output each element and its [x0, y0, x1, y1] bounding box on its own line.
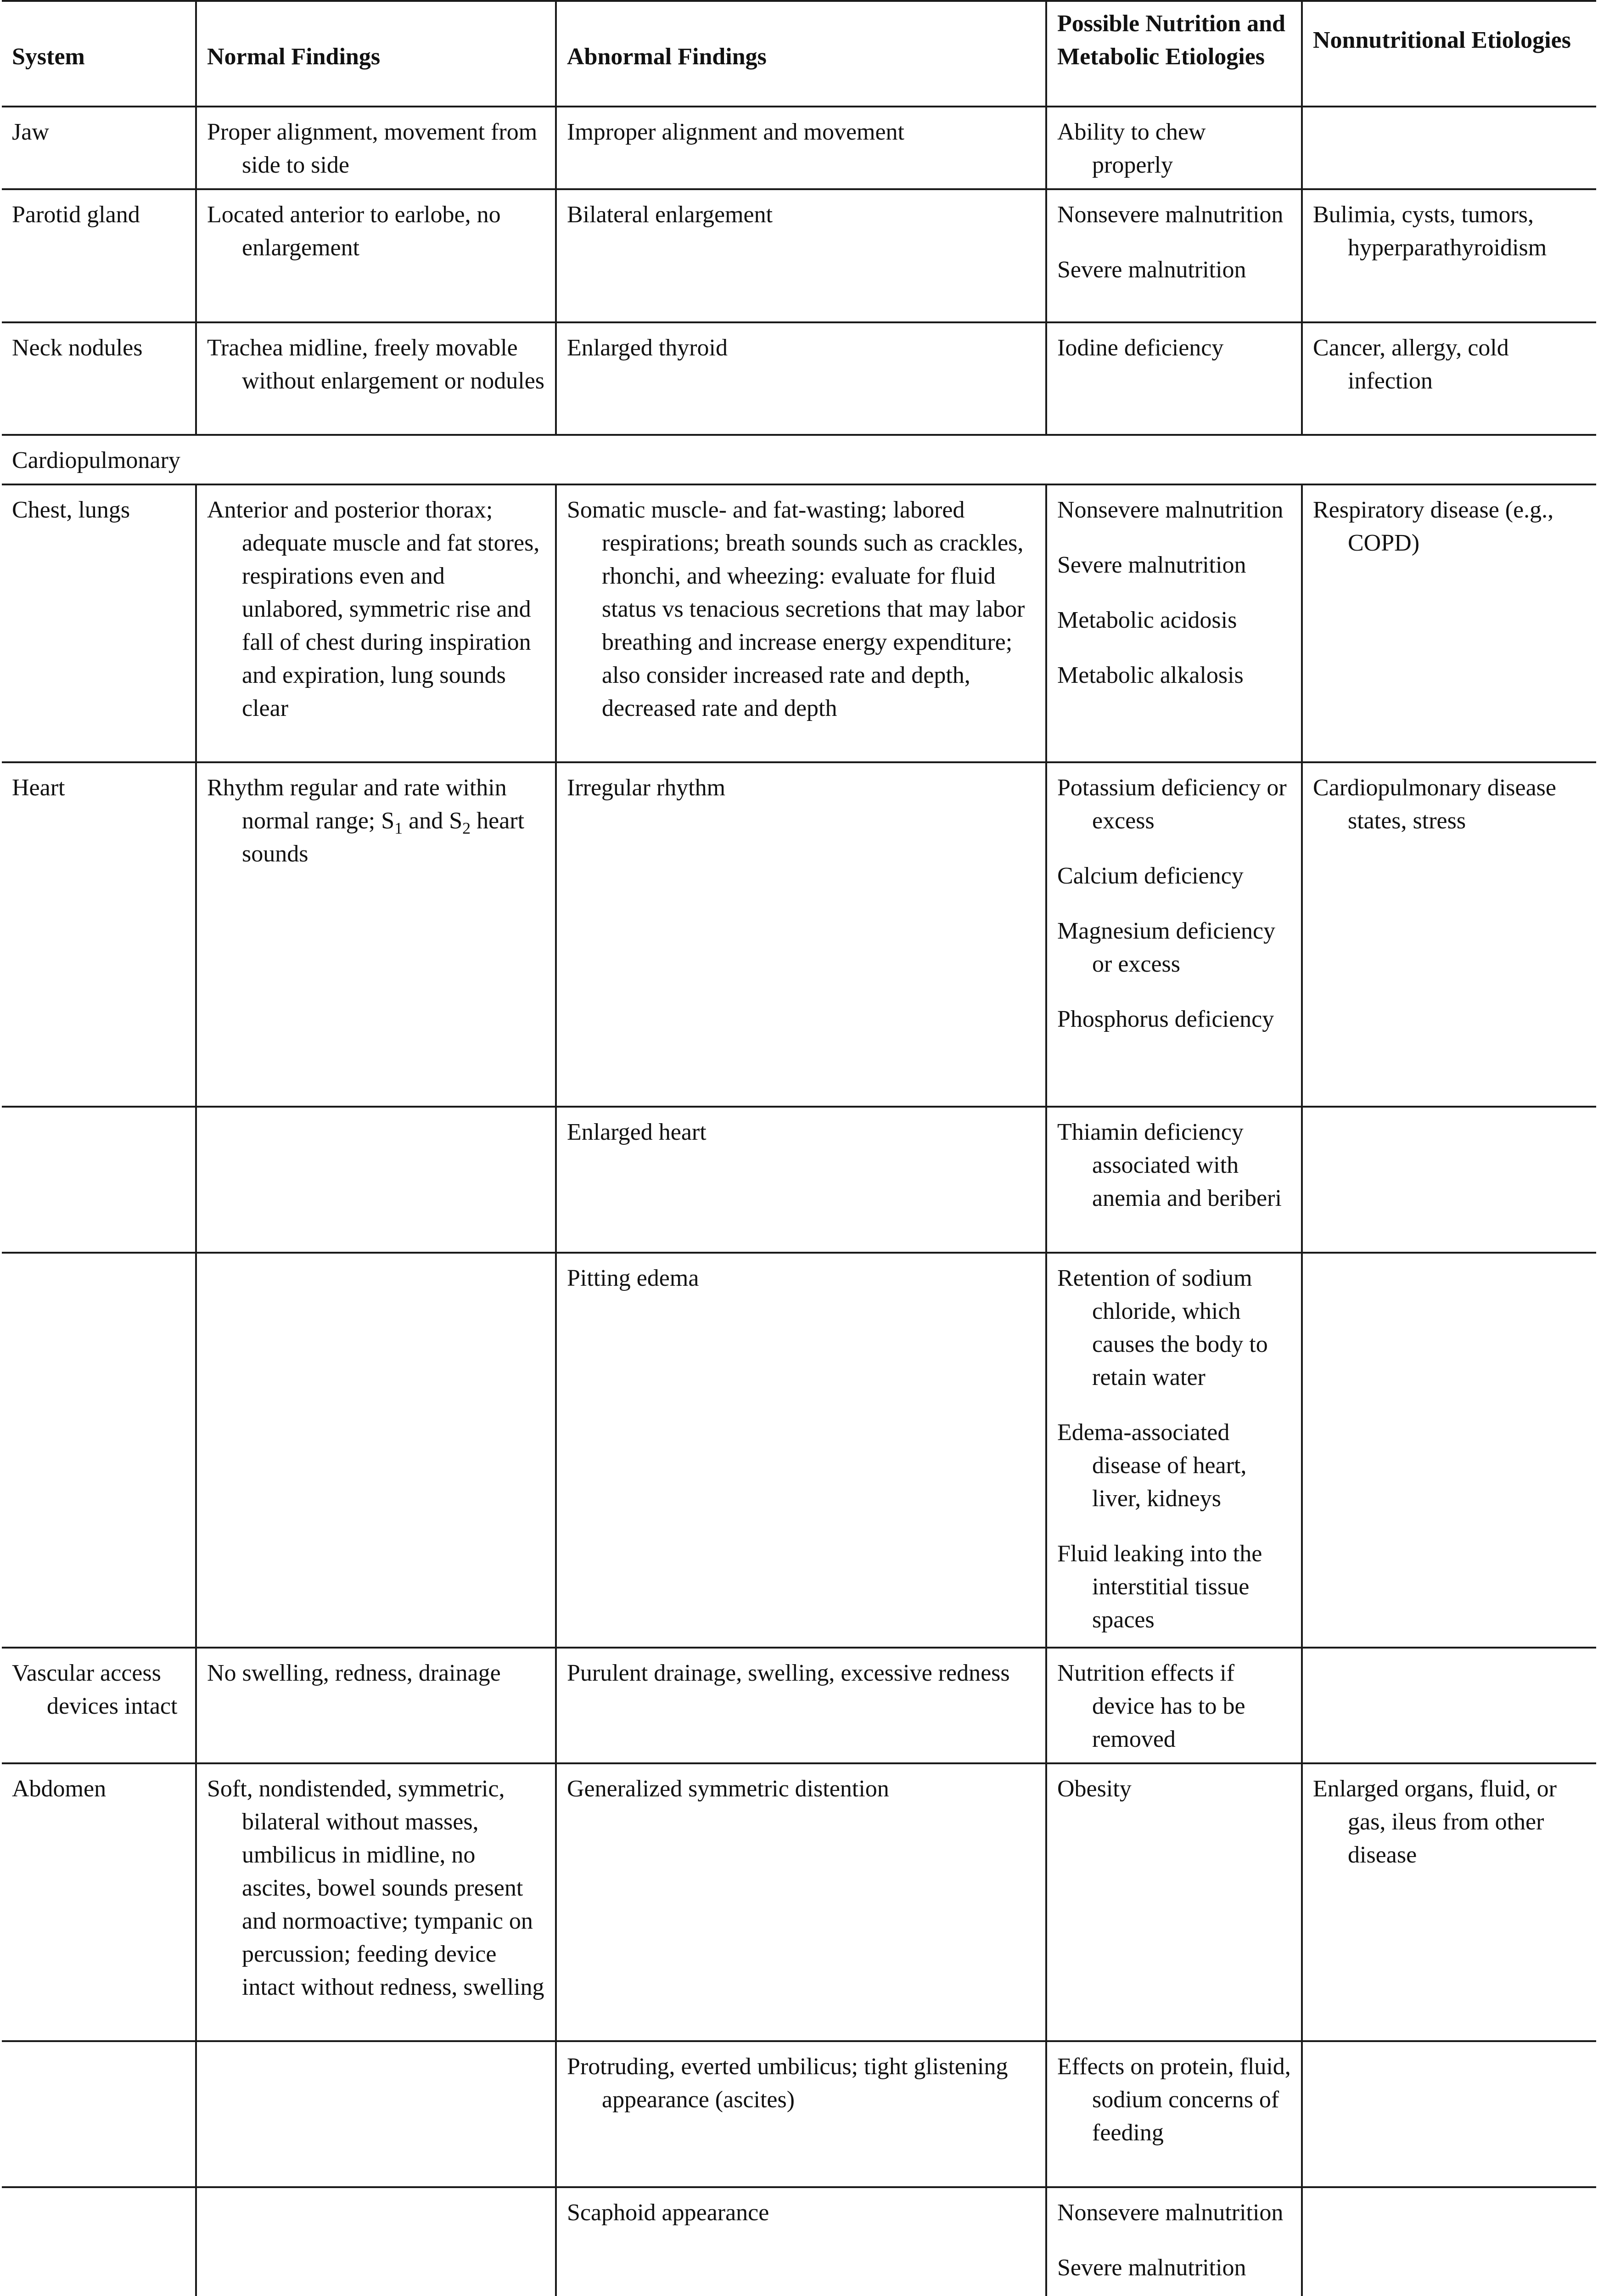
- cell-nutrition: Thiamin deficiency associated with anemia and beriberi: [1046, 1107, 1302, 1253]
- cell-nonnutrition: [1302, 1648, 1596, 1763]
- document-page: [2, 0, 1597, 2296]
- table-row: [2, 322, 1596, 435]
- cell-nonnutrition: [1302, 1253, 1596, 1648]
- table-row: [2, 2041, 1596, 2187]
- cell-normal: [196, 2041, 556, 2187]
- cell-nutrition: Nonsevere malnutrition Severe malnutrition Metabolic acidosis Metabolic alkalosis: [1046, 484, 1302, 762]
- cell-normal: Proper alignment, movement from side to side: [196, 107, 556, 189]
- cell-system: [2, 2041, 196, 2187]
- cell-normal: Soft, nondistended, symmetric, bilateral without masses, umbilicus in midline, no ascites, bowel sounds present and normoactive; tympanic on percussion; feeding device intact without redness, swelling: [196, 1763, 556, 2041]
- findings-table: [2, 0, 1596, 2296]
- table-row: [2, 1253, 1596, 1648]
- header-system: System: [2, 1, 196, 107]
- cell-system: Parotid gland: [2, 189, 196, 322]
- cell-system: Chest, lungs: [2, 484, 196, 762]
- cell-system: Vascular access devices intact: [2, 1648, 196, 1763]
- header-normal: Normal Findings: [196, 1, 556, 107]
- cell-abnormal: Pitting edema: [556, 1253, 1046, 1648]
- cell-abnormal: Protruding, everted umbilicus; tight glistening appearance (ascites): [556, 2041, 1046, 2187]
- table-row: [2, 107, 1596, 189]
- cell-system: Abdomen: [2, 1763, 196, 2041]
- cell-nonnutrition: [1302, 107, 1596, 189]
- cell-nutrition: Effects on protein, fluid, sodium concerns of feeding: [1046, 2041, 1302, 2187]
- cell-nonnutrition: [1302, 2187, 1596, 2296]
- cell-nutrition: Nutrition effects if device has to be removed: [1046, 1648, 1302, 1763]
- cell-nonnutrition: Cancer, allergy, cold infection: [1302, 322, 1596, 435]
- cell-nutrition: Potassium deficiency or excess Calcium deficiency Magnesium deficiency or excess Phosphorus deficiency: [1046, 762, 1302, 1107]
- cell-normal: Anterior and posterior thorax; adequate muscle and fat stores, respirations even and unlabored, symmetric rise and fall of chest during inspiration and expiration, lung sounds clear: [196, 484, 556, 762]
- header-nutrition: Possible Nutrition and Metabolic Etiologies: [1046, 1, 1302, 107]
- cell-system: [2, 1253, 196, 1648]
- table-row: [2, 762, 1596, 1107]
- cell-normal: [196, 1253, 556, 1648]
- section-row: [2, 435, 1596, 484]
- cell-abnormal: Purulent drainage, swelling, excessive redness: [556, 1648, 1046, 1763]
- cell-system: [2, 1107, 196, 1253]
- table-row: [2, 1107, 1596, 1253]
- cell-normal: [196, 1107, 556, 1253]
- cell-nonnutrition: Respiratory disease (e.g., COPD): [1302, 484, 1596, 762]
- table-row: [2, 189, 1596, 322]
- cell-nutrition: Iodine deficiency: [1046, 322, 1302, 435]
- cell-system: Neck nodules: [2, 322, 196, 435]
- cell-abnormal: Irregular rhythm: [556, 762, 1046, 1107]
- header-abnormal: Abnormal Findings: [556, 1, 1046, 107]
- cell-system: [2, 2187, 196, 2296]
- cell-system: Heart: [2, 762, 196, 1107]
- table-row: [2, 484, 1596, 762]
- cell-abnormal: Generalized symmetric distention: [556, 1763, 1046, 2041]
- table-row: [2, 1648, 1596, 1763]
- table-header-row: [2, 1, 1596, 107]
- cell-abnormal: Enlarged heart: [556, 1107, 1046, 1253]
- cell-nutrition: Obesity: [1046, 1763, 1302, 2041]
- cell-nonnutrition: [1302, 1107, 1596, 1253]
- cell-nonnutrition: [1302, 2041, 1596, 2187]
- header-nonnutrition: Nonnutritional Etiologies: [1302, 1, 1596, 107]
- cell-nonnutrition: Enlarged organs, fluid, or gas, ileus from other disease: [1302, 1763, 1596, 2041]
- cell-normal: Trachea midline, freely movable without enlargement or nodules: [196, 322, 556, 435]
- cell-normal: Located anterior to earlobe, no enlargement: [196, 189, 556, 322]
- cell-nutrition: Nonsevere malnutrition Severe malnutrition: [1046, 189, 1302, 322]
- cell-normal: Rhythm regular and rate within normal range; $S_1$ and $S_2$ heart sounds: [196, 762, 556, 1107]
- section-cardiopulmonary: Cardiopulmonary: [2, 435, 1596, 484]
- table-row: [2, 1763, 1596, 2041]
- cell-system: Jaw: [2, 107, 196, 189]
- cell-normal: No swelling, redness, drainage: [196, 1648, 556, 1763]
- cell-nutrition: Retention of sodium chloride, which causes the body to retain water Edema-associated disease of heart, liver, kidneys Fluid leaking into the interstitial tissue spaces: [1046, 1253, 1302, 1648]
- cell-abnormal: Bilateral enlargement: [556, 189, 1046, 322]
- cell-nonnutrition: Cardiopulmonary disease states, stress: [1302, 762, 1596, 1107]
- cell-abnormal: Enlarged thyroid: [556, 322, 1046, 435]
- table-row: [2, 2187, 1596, 2296]
- cell-abnormal: Improper alignment and movement: [556, 107, 1046, 189]
- cell-abnormal: Somatic muscle- and fat-wasting; labored respirations; breath sounds such as crackles, rhonchi, and wheezing: evaluate for fluid status vs tenacious secretions that may labor breathing and increase energy expenditure; also consider increased rate and depth, decreased rate and depth: [556, 484, 1046, 762]
- cell-abnormal: Scaphoid appearance: [556, 2187, 1046, 2296]
- cell-normal: [196, 2187, 556, 2296]
- cell-nonnutrition: Bulimia, cysts, tumors, hyperparathyroidism: [1302, 189, 1596, 322]
- cell-nutrition: Nonsevere malnutrition Severe malnutrition: [1046, 2187, 1302, 2296]
- cell-nutrition: Ability to chew properly: [1046, 107, 1302, 189]
